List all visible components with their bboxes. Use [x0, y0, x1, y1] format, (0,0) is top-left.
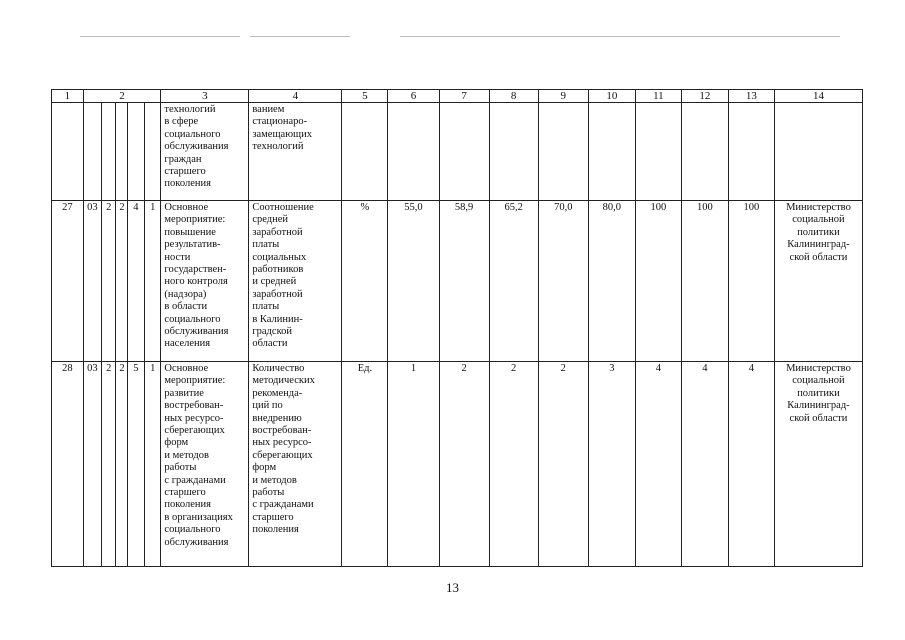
header-row [52, 90, 863, 103]
value-cell: 1 [388, 362, 439, 567]
code-cell: 4 [127, 201, 144, 362]
event-cell: Основное мероприятие: повышение результатив- ности государствен- ного контроля (надзора) в области социального обслуживания населения [161, 201, 249, 362]
header-cell: 4 [249, 90, 342, 103]
header-cell: 13 [728, 90, 774, 103]
header-cell: 8 [489, 90, 538, 103]
header-cell: 7 [439, 90, 489, 103]
value-cell: 65,2 [489, 201, 538, 362]
table-cell [728, 103, 774, 201]
header-cell: 1 [52, 90, 84, 103]
indicator-cell: Соотношение средней заработной платы социальных работников и средней заработной платы в Калинин- градской области [249, 201, 342, 362]
table-cell [388, 103, 439, 201]
scan-artifact-line [400, 36, 840, 37]
value-cell: 4 [681, 362, 728, 567]
table-cell [774, 103, 862, 201]
table-cell [145, 103, 161, 201]
table-row [52, 362, 863, 567]
value-cell: 3 [588, 362, 635, 567]
table-cell [588, 103, 635, 201]
unit-cell: % [342, 201, 388, 362]
header-cell: 10 [588, 90, 635, 103]
row-number: 28 [52, 362, 84, 567]
value-cell: 4 [728, 362, 774, 567]
value-cell: 70,0 [538, 201, 588, 362]
code-cell: 5 [127, 362, 144, 567]
table-cell [116, 103, 127, 201]
value-cell: 100 [728, 201, 774, 362]
header-cell: 6 [388, 90, 439, 103]
code-cell: 03 [83, 201, 101, 362]
table-row [52, 201, 863, 362]
executor-cell: Министерство социальной политики Калинингpад- ской области [774, 362, 862, 567]
table-cell [538, 103, 588, 201]
value-cell: 4 [635, 362, 681, 567]
value-cell: 55,0 [388, 201, 439, 362]
header-cell: 5 [342, 90, 388, 103]
code-cell: 1 [145, 362, 161, 567]
header-cell: 12 [681, 90, 728, 103]
unit-cell: Ед. [342, 362, 388, 567]
header-cell: 3 [161, 90, 249, 103]
code-cell: 1 [145, 201, 161, 362]
indicators-table [51, 89, 863, 567]
row-number: 27 [52, 201, 84, 362]
code-cell: 2 [116, 201, 127, 362]
page-number: 13 [446, 580, 459, 595]
event-cell: Основное мероприятие: развитие востребован- ных ресурсо- сберегающих форм и методов работы с гражданами старшего поколения в организациях социального обслуживания [161, 362, 249, 567]
table-cell [489, 103, 538, 201]
table-cell [635, 103, 681, 201]
value-cell: 80,0 [588, 201, 635, 362]
code-cell: 03 [83, 362, 101, 567]
value-cell: 58,9 [439, 201, 489, 362]
table-cell [83, 103, 101, 201]
indicator-cell: Количество методических рекоменда- ций по внедрению востребован- ных ресурсо- сберегающих форм и методов работы с гражданами старшего поколения [249, 362, 342, 567]
scan-artifact-line [80, 36, 240, 37]
event-cell: технологий в сфере социального обслуживания граждан старшего поколения [161, 103, 249, 201]
code-cell: 2 [102, 201, 116, 362]
value-cell: 100 [635, 201, 681, 362]
value-cell: 2 [538, 362, 588, 567]
header-cell: 14 [774, 90, 862, 103]
table-cell [681, 103, 728, 201]
code-cell: 2 [102, 362, 116, 567]
header-cell: 11 [635, 90, 681, 103]
scan-artifact-line [250, 36, 350, 37]
table-cell [342, 103, 388, 201]
value-cell: 100 [681, 201, 728, 362]
table-cell [127, 103, 144, 201]
code-cell: 2 [116, 362, 127, 567]
table-cell [52, 103, 84, 201]
continuation-row [52, 103, 863, 201]
value-cell: 2 [439, 362, 489, 567]
indicator-cell: ванием стационаро- замещающих технологий [249, 103, 342, 201]
header-cell: 9 [538, 90, 588, 103]
value-cell: 2 [489, 362, 538, 567]
table-cell [102, 103, 116, 201]
header-cell: 2 [83, 90, 161, 103]
table-cell [439, 103, 489, 201]
executor-cell: Министерство социальной политики Калинингpад- ской области [774, 201, 862, 362]
